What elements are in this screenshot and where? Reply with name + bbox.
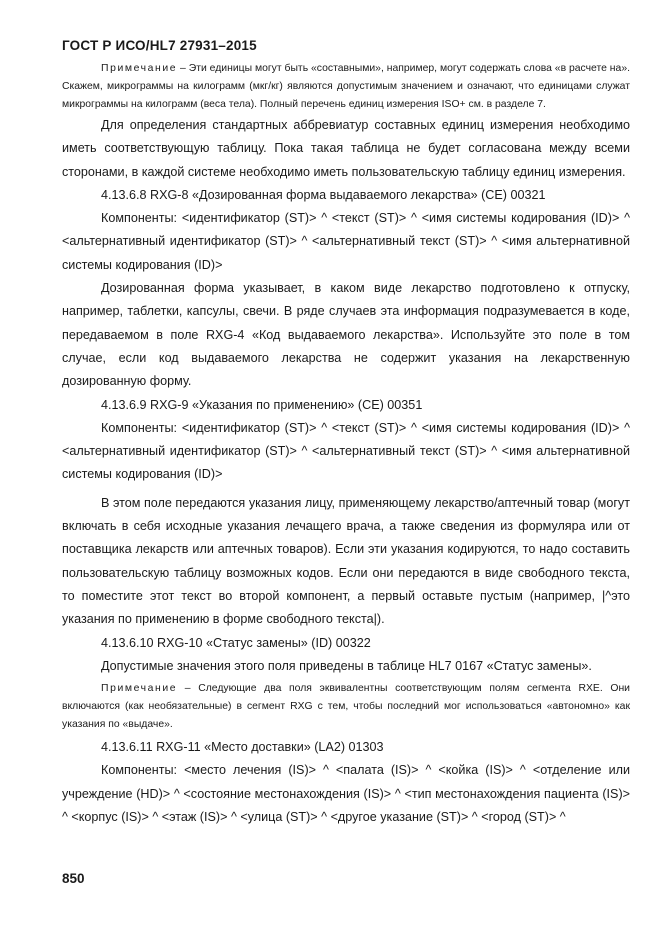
section-heading-rxg11: 4.13.6.11 RXG-11 «Место доставки» (LA2) 01303 [101,740,384,755]
paragraph-rxg9-description: В этом поле передаются указания лицу, применяющему лекарство/аптечный товар (могут включать в себя исходные указания лечащего врача, а также сведения из формуляра или от поставщика лекарств или аптечных товаров). Если эти указания кодируются, то надо составить пользовательскую таблицу возможных кодов. Если они передаются в виде свободного текста, то поместите этот текст во второй компонент, а первый оставьте пустым (например, |^это указания по применению в форме свободного текста|). [62,495,630,627]
paragraph-rxg11-components: Компоненты: <место лечения (IS)> ^ <палата (IS)> ^ <койка (IS)> ^ <отделение или учреждение (HD)> ^ <состояние местонахождения (IS)> ^ <тип местонахождения пациента (IS)> ^ <корпус (IS)> ^ <этаж (IS)> ^ <улица (ST)> ^ <другое указание (ST)> ^ <город (ST)> ^ [62,763,630,825]
page-number: 850 [62,871,85,886]
standard-title: ГОСТ Р ИСО/HL7 27931–2015 [62,38,257,53]
document-page [62,38,630,829]
section-heading-rxg10: 4.13.6.10 RXG-10 «Статус замены» (ID) 00322 [101,635,371,650]
paragraph-rxg8-components: Компоненты: <идентификатор (ST)> ^ <текст (ST)> ^ <имя системы кодирования (ID)> ^ <альтернативный идентификатор (ST)> ^ <альтернативный текст (ST)> ^ <имя альтернативной системы кодирования (ID)> [62,211,630,272]
paragraph-rxg8-description: Дозированная форма указывает, в каком виде лекарство подготовлено к отпуску, например, таблетки, капсулы, свечи. В ряде случаев эта информация подразумевается в коде, передаваемом в поле RXG-4 «Код выдаваемого лекарства». Используйте это поле в том случае, если код выдаваемого лекарства не содержит указания на лекарственную дозированную форму. [62,281,630,389]
note-units [62,60,630,114]
paragraph-rxg10-values: Допустимые значения этого поля приведены в таблице HL7 0167 «Статус замены». [101,658,592,673]
section-heading-rxg9: 4.13.6.9 RXG-9 «Указания по применению» (CE) 00351 [101,397,423,412]
note-label: Примечание [101,683,178,695]
section-heading-rxg8: 4.13.6.8 RXG-8 «Дозированная форма выдаваемого лекарства» (CE) 00321 [101,187,546,202]
paragraph-abbreviations: Для определения стандартных аббревиатур составных единиц измерения необходимо иметь соответствующую таблицу. Пока такая таблица не будет согласована между всеми сторонами, в каждой системе необходимо иметь пользовательскую таблицу единиц измерения. [62,118,630,179]
note-text: – Следующие два поля эквивалентны соответствующим полям сегмента RXE. Они включаются (как необязательные) в сегмент RXG с тем, чтобы последний мог использоваться «автономно» как указания по «выдаче». [62,683,630,731]
note-label: Примечание [101,63,178,74]
paragraph-rxg9-components: Компоненты: <идентификатор (ST)> ^ <текст (ST)> ^ <имя системы кодирования (ID)> ^ <альтернативный идентификатор (ST)> ^ <альтернативный текст (ST)> ^ <имя альтернативной системы кодирования (ID)> [62,420,630,482]
note-text: – Эти единицы могут быть «составными», например, могут содержать слова «в расчете на». Скажем, микрограммы на килограмм (мкг/кг) являются допустимым значением и означают, что единицами служат микрограммы на килограмм (веса тела). Полный перечень единиц измерения ISO+ см. в разделе 7. [62,63,630,110]
note-rxe-fields [62,680,630,734]
